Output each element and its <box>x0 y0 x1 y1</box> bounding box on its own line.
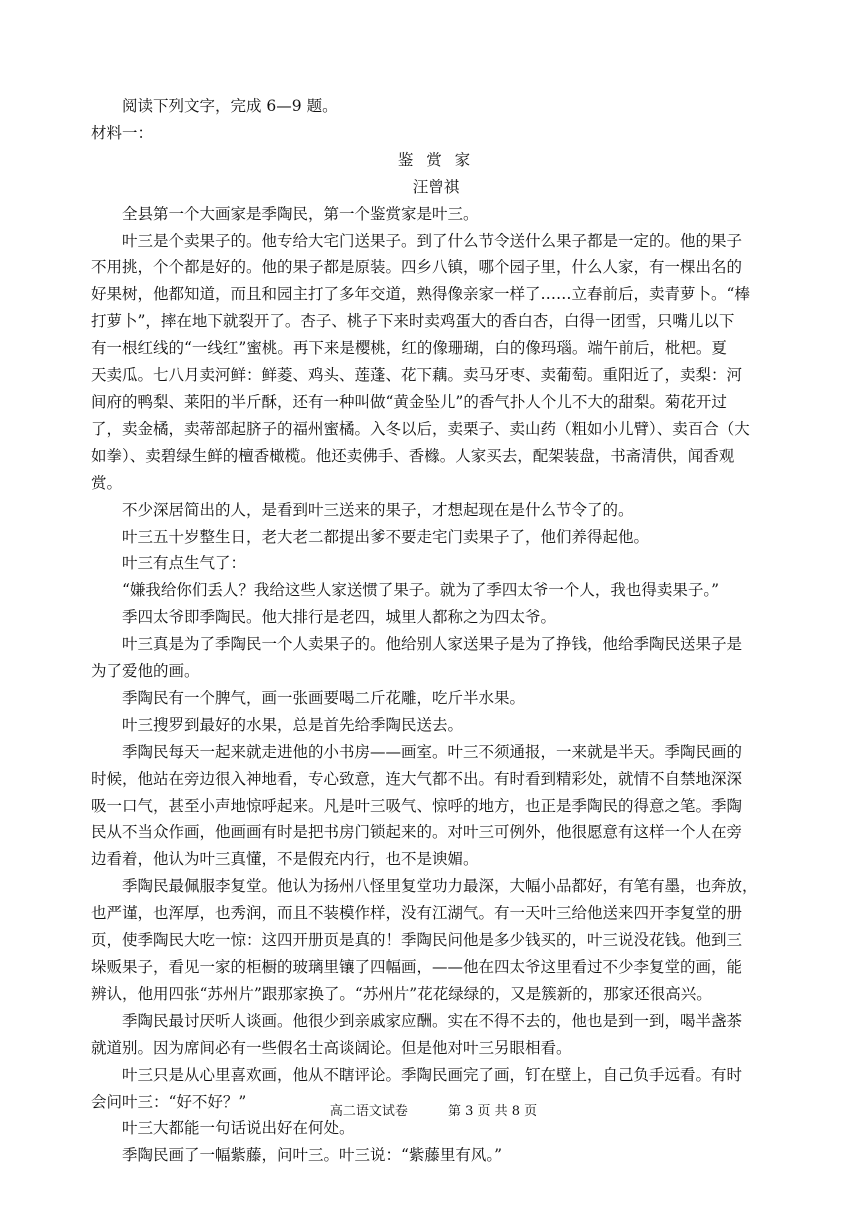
article-line: 民从不当众作画，他画画有时是把书房门锁起来的。对叶三可例外，他很愿意有这样一个人在旁 <box>91 823 743 842</box>
article-line: 叶三大都能一句话说出好在何处。 <box>122 1119 355 1138</box>
exam-name: 高二语文试卷 <box>329 1104 408 1119</box>
article-line: “嫌我给你们丢人？我给这些人家送惯了果子。就为了季四太爷一个人，我也得卖果子。” <box>122 581 720 600</box>
article-line: 如拳）、卖碧绿生鲜的檀香橄榄。他还卖佛手、香橼。人家买去，配架装盘，书斋清供，闻香观 <box>91 446 735 465</box>
page-number: 第 3 页 共 8 页 <box>447 1104 538 1119</box>
article-line: 季陶民画了一幅紫藤，问叶三。叶三说：“紫藤里有风。” <box>122 1146 503 1165</box>
article-line: 季陶民最佩服李复堂。他认为扬州八怪里复堂功力最深，大幅小品都好，有笔有墨，也奔放， <box>122 877 758 896</box>
article-line: 会问叶三：“好不好？” <box>91 1092 247 1111</box>
article-line: 好果树，他都知道，而且和园主打了多年交道，熟得像亲家一样了……立春前后，卖青萝卜。“棒 <box>91 285 750 304</box>
article-line: 间府的鸭梨、莱阳的半斤酥，还有一种叫做“黄金坠儿”的香气扑人个儿不大的甜梨。菊花开过 <box>91 392 727 411</box>
article-line: 边看着，他认为叶三真懂，不是假充内行，也不是谀媚。 <box>91 850 479 869</box>
article-line: 有一根红线的“一线红”蜜桃。再下来是樱桃，红的像珊瑚，白的像玛瑙。端午前后，枇杷。夏 <box>91 339 727 358</box>
article-line: 垛贩果子，看见一家的柜橱的玻璃里镶了四幅画，——他在四太爷这里看过不少李复堂的画，能 <box>91 958 743 976</box>
article-line: 叶三真是为了季陶民一个人卖果子的。他给别人家送果子是为了挣钱，他给季陶民送果子是 <box>122 635 743 654</box>
article-line: 季陶民有一个脾气，画一张画要喝二斤花雕，吃斤半水果。 <box>122 688 526 707</box>
page-footer <box>0 1100 867 1119</box>
article-line: 叶三是个卖果子的。他专给大宅门送果子。到了什么节令送什么果子都是一定的。他的果子 <box>122 231 743 250</box>
article-line: 季四太爷即季陶民。他大排行是老四，城里人都称之为四太爷。 <box>122 608 557 627</box>
reading-instruction: 阅读下列文字，完成 6—9 题。 <box>122 97 338 115</box>
article-line: 辨认，他用四张“苏州片”跟那家换了。“苏州片”花花绿绿的，又是簇新的，那家还很高兴。 <box>91 984 712 1003</box>
article-author: 汪曾祺 <box>412 177 460 196</box>
article-line: 吸一口气，甚至小声地惊呼起来。凡是叶三吸气、惊呼的地方，也正是季陶民的得意之笔。季陶 <box>91 796 743 815</box>
article-line: 也严谨，也浑厚，也秀润，而且不装模作样，没有江湖气。有一天叶三给他送来四开李复堂的册 <box>91 904 743 923</box>
article-line: 叶三五十岁整生日，老大老二都提出爹不要走宅门卖果子了，他们养得起他。 <box>122 527 650 546</box>
article-title: 鉴 赏 家 <box>397 150 475 169</box>
article-line: 为了爱他的画。 <box>91 662 200 681</box>
article-line: 了，卖金橘，卖蒂部起脐子的福州蜜橘。入冬以后，卖栗子、卖山药（粗如小儿臂）、卖百合（大 <box>91 419 750 438</box>
article-line: 不少深居简出的人，是看到叶三送来的果子，才想起现在是什么节令了的。 <box>122 500 634 519</box>
article-line: 叶三有点生气了： <box>122 554 247 573</box>
article-line: 叶三搜罗到最好的水果，总是首先给季陶民送去。 <box>122 715 464 734</box>
article-line: 季陶民每天一起来就走进他的小书房——画室。叶三不须通报，一来就是半天。季陶民画的 <box>122 742 743 761</box>
article-line: 不用挑，个个都是好的。他的果子都是原装。四乡八镇，哪个园子里，什么人家，有一棵出名的 <box>91 258 743 277</box>
article-line: 叶三只是从心里喜欢画，他从不瞎评论。季陶民画完了画，钉在壁上，自己负手远看。有时 <box>122 1065 743 1084</box>
document-page <box>91 93 781 1169</box>
article-line: 全县第一个大画家是季陶民，第一个鉴赏家是叶三。 <box>122 204 479 223</box>
article-line: 就道别。因为席间必有一些假名士高谈阔论。但是他对叶三另眼相看。 <box>91 1038 572 1057</box>
article-line: 页，使季陶民大吃一惊：这四开册页是真的！季陶民问他是多少钱买的，叶三说没花钱。他到三 <box>91 931 743 950</box>
article-line: 时候，他站在旁边很入神地看，专心致意，连大气都不出。有时看到精彩处，就情不自禁地深深 <box>91 769 743 788</box>
article-line: 季陶民最讨厌听人谈画。他很少到亲戚家应酬。实在不得不去的，他也是到一到，喝半盏茶 <box>122 1011 743 1030</box>
article-line: 天卖瓜。七八月卖河鲜：鲜菱、鸡头、莲蓬、花下藕。卖马牙枣、卖葡萄。重阳近了，卖梨：河 <box>91 366 743 385</box>
material-label: 材料一： <box>91 123 154 142</box>
article-line: 赏。 <box>91 473 123 492</box>
article-body <box>91 201 781 1170</box>
article-line: 打萝卜”，摔在地下就裂开了。杏子、桃子下来时卖鸡蛋大的香白杏，白得一团雪，只嘴儿以下 <box>91 312 735 331</box>
